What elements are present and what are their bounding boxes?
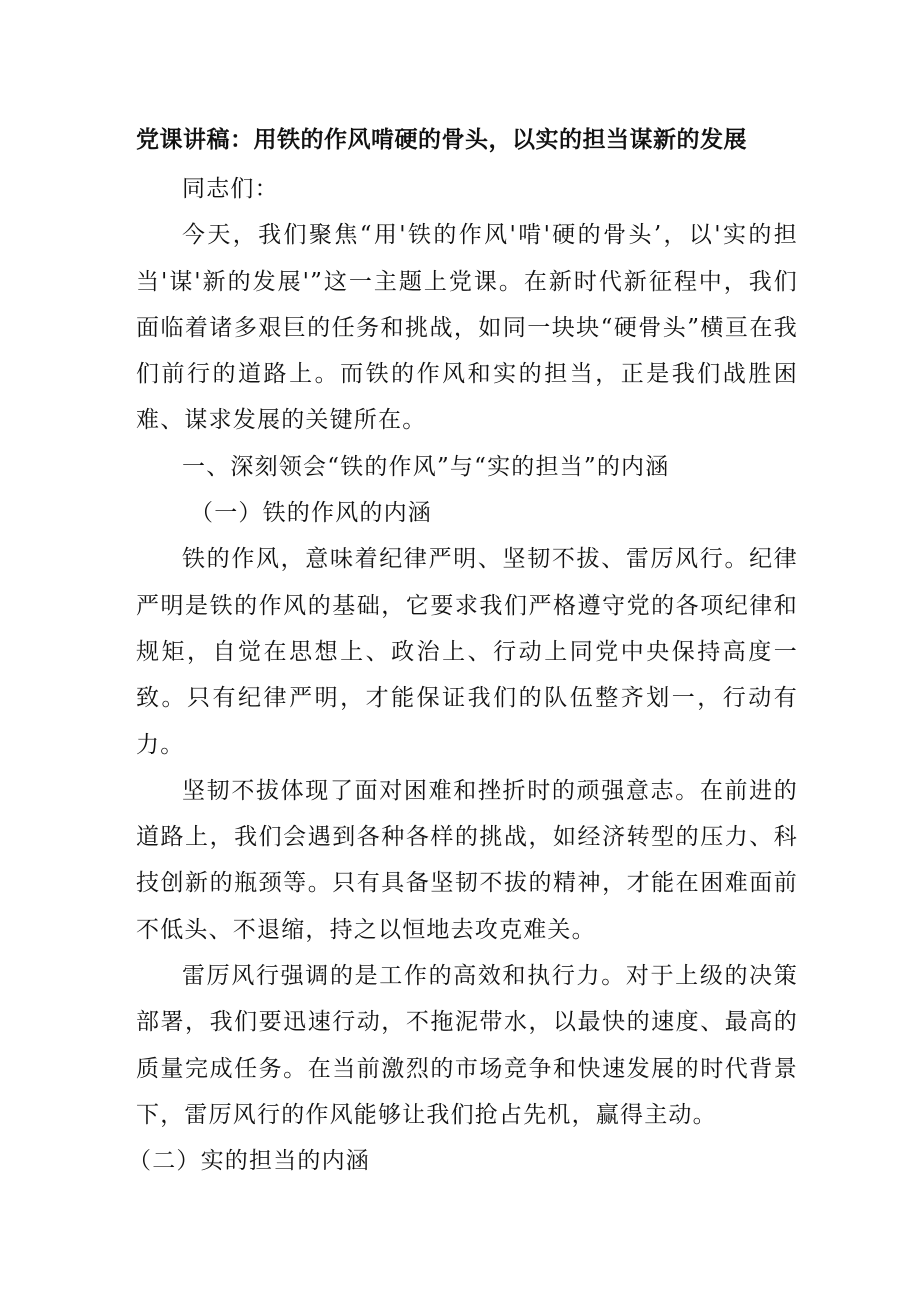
subsection-heading-2: （二）实的担当的内涵	[128, 1148, 370, 1175]
body-paragraph-2: 坚韧不拔体现了面对困难和挫折时的顽强意志。在前进的道路上，我们会遇到各种各样的挑战，如经济转型的压力、科技创新的瓶颈等。只有具备坚韧不拔的精神，才能在困难面前不低头、不退缩，持之以恒地去攻克难关。	[136, 777, 798, 943]
subsection-heading-1: （一）铁的作风的内涵	[190, 500, 432, 527]
intro-paragraph: 今天，我们聚焦“用'铁的作风'啃'硬的骨头’，以'实的担当'谋'新的发展'”这一主题上党课。在新时代新征程中，我们面临着诸多艰巨的任务和挑战，如同一块块“硬骨头”横亘在我们前行的道路上。而铁的作风和实的担当，正是我们战胜困难、谋求发展的关键所在。	[136, 222, 798, 434]
salutation-paragraph: 同志们：	[182, 176, 279, 202]
body-paragraph-3: 雷厉风行强调的是工作的高效和执行力。对于上级的决策部署，我们要迅速行动，不拖泥带水，以最快的速度、最高的质量完成任务。在当前激烈的市场竞争和快速发展的时代背景下，雷厉风行的作风能够让我们抢占先机，赢得主动。	[136, 963, 798, 1128]
body-paragraph-1: 铁的作风，意味着纪律严明、坚韧不拔、雷厉风行。纪律严明是铁的作风的基础，它要求我们严格遵守党的各项纪律和规矩，自觉在思想上、政治上、行动上同党中央保持高度一致。只有纪律严明，才能保证我们的队伍整齐划一，行动有力。	[136, 546, 798, 758]
document-body	[128, 166, 798, 1185]
section-heading-1: 一、深刻领会“铁的作风”与“实的担当”的内涵	[182, 453, 670, 480]
document-title: 党课讲稿：用铁的作风啃硬的骨头，以实的担当谋新的发展	[136, 126, 747, 153]
